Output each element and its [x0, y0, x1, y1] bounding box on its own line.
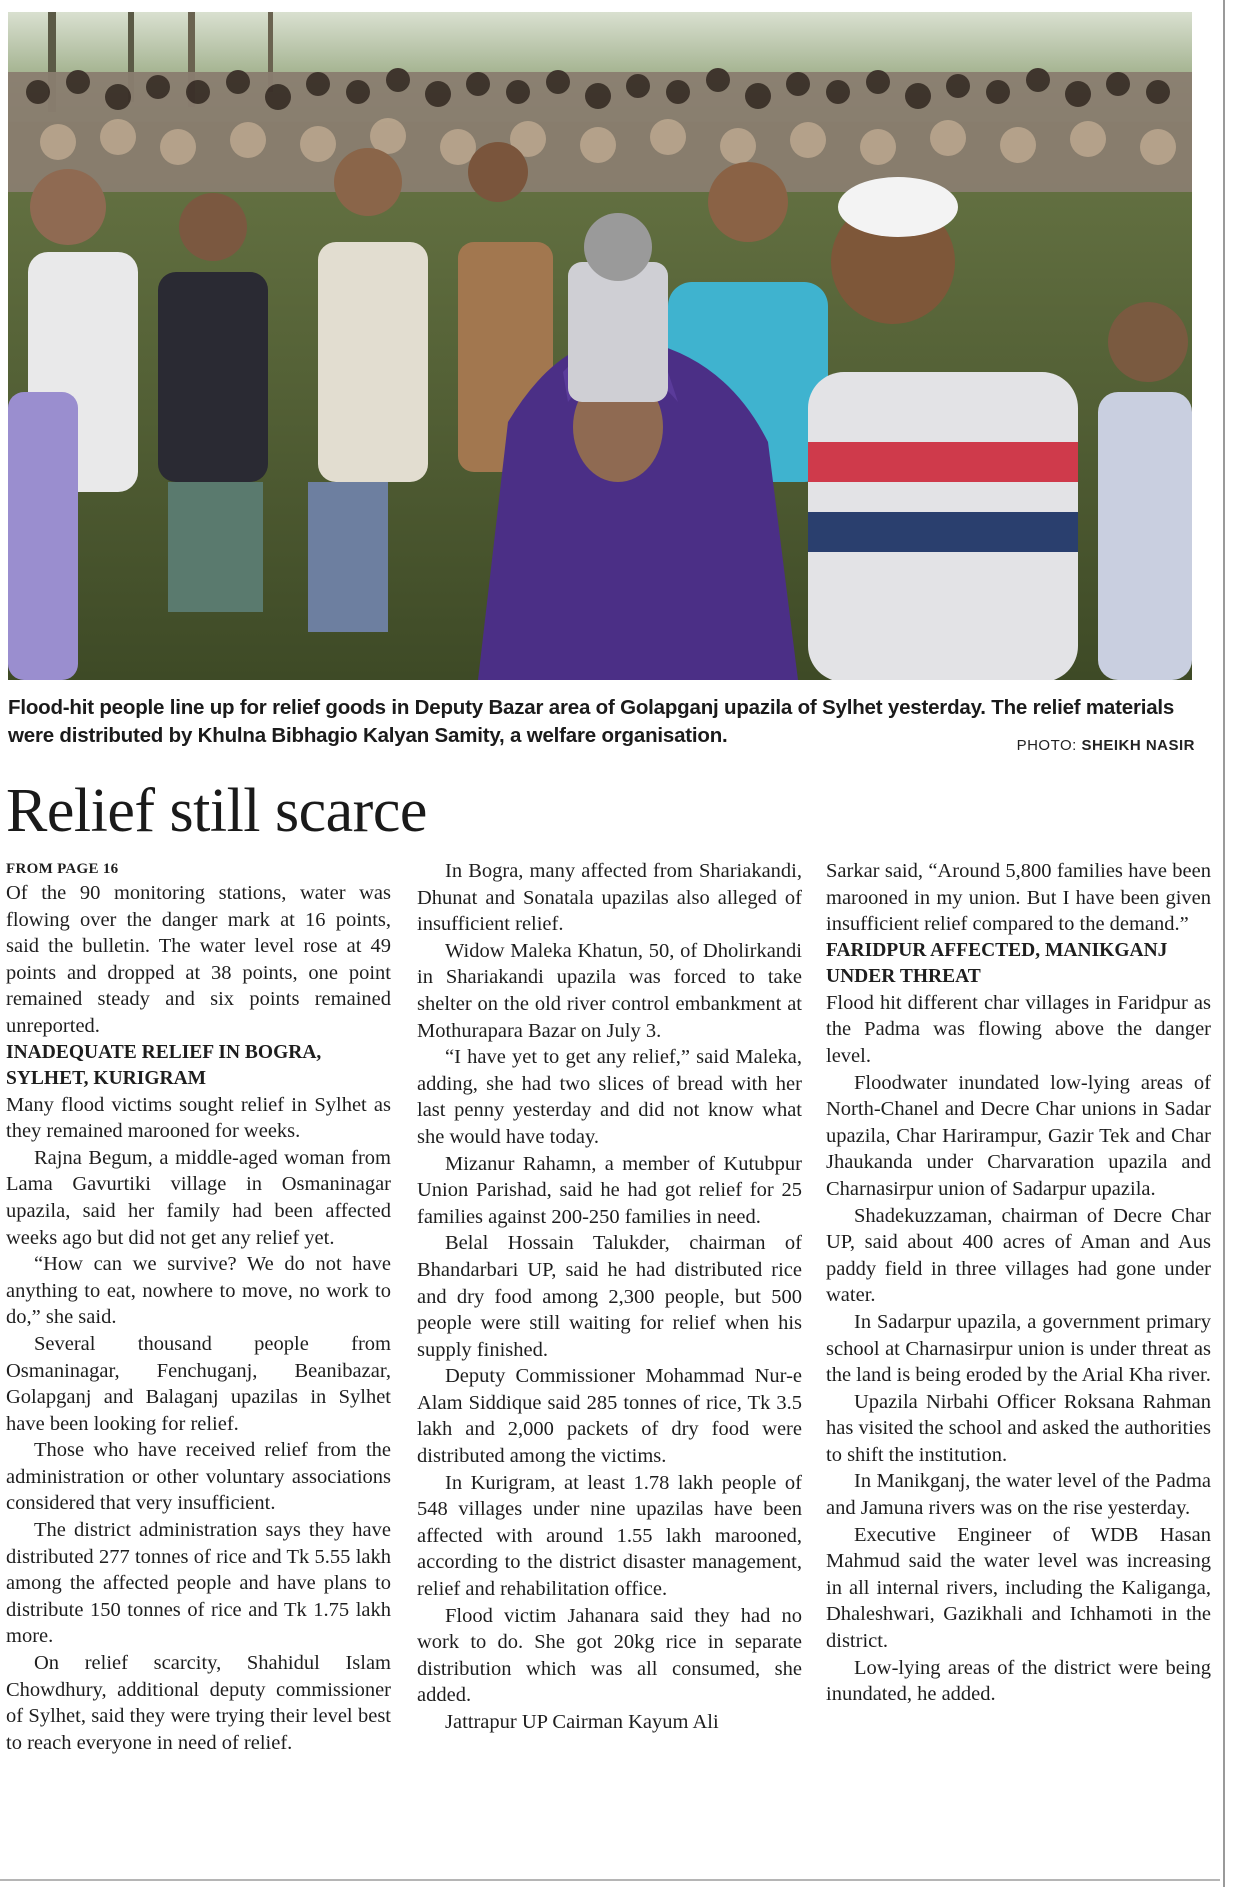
article-paragraph: Shadekuzzaman, chairman of Decre Char UP, said about 400 acres of Aman and Aus paddy field in three villages had gone under water. — [826, 1204, 1211, 1307]
article-paragraph: Jattrapur UP Cairman Kayum Ali — [445, 1711, 719, 1733]
article-column-2 — [417, 858, 802, 1736]
article-paragraph: Rajna Begum, a middle-aged woman from Lama Gavurtiki village in Osmaninagar upazila, said her family had been affected weeks ago but did not get any relief yet. — [6, 1146, 391, 1249]
column-2-body — [417, 858, 802, 1736]
article-paragraph: In Sadarpur upazila, a government primary school at Charnasirpur union is under threat as the land is being eroded by the Arial Kha river. — [826, 1310, 1211, 1387]
article-paragraph: Executive Engineer of WDB Hasan Mahmud said the water level was increasing in all internal rivers, including the Kaliganga, Dhaleshwari, Gazikhali and Ichhamoti in the district. — [826, 1523, 1211, 1653]
article-paragraph: In Kurigram, at least 1.78 lakh people of 548 villages under nine upazilas have been affected with around 1.55 lakh marooned, according to the district disaster management, relief and rehabilitation office. — [417, 1471, 802, 1601]
article-paragraph: Low-lying areas of the district were being inundated, he added. — [826, 1656, 1211, 1706]
section-subhead: FARIDPUR AFFECTED, MANIKGANJ UNDER THREAT — [826, 939, 1168, 987]
article-paragraph: Many flood victims sought relief in Sylhet as they remained marooned for weeks. — [6, 1093, 391, 1143]
photo-credit-label: PHOTO: — [1016, 737, 1077, 754]
article-paragraph: Several thousand people from Osmaninagar, Fenchuganj, Beanibazar, Golapganj and Balaganj upazilas in Sylhet have been looking for relief. — [6, 1332, 391, 1435]
column-1-body — [6, 880, 391, 1756]
article-paragraph: “How can we survive? We do not have anything to eat, nowhere to move, no work to do,” she said. — [6, 1253, 391, 1329]
photo-caption: Flood-hit people line up for relief goods in Deputy Bazar area of Golapganj upazila of Sylhet yesterday. The relief materials were distributed by Khulna Bibhagio Kalyan Samity, a welfare organisation. — [8, 696, 1175, 747]
photo-credit — [1017, 737, 1195, 754]
article-paragraph: In Manikganj, the water level of the Padma and Jamuna rivers was on the rise yesterday. — [826, 1470, 1211, 1520]
article-paragraph: Flood hit different char villages in Faridpur as the Padma was flowing above the danger level. — [826, 991, 1211, 1067]
article-paragraph: Of the 90 monitoring stations, water was flowing over the danger mark at 16 points, said the bulletin. The water level rose at 49 points and dropped at 38 points, one point remained steady and six points remained unreported. — [6, 882, 391, 1037]
photo-credit-name: SHEIKH NASIR — [1081, 737, 1195, 754]
article-paragraph: Widow Maleka Khatun, 50, of Dholirkandi in Shariakandi upazila was forced to take shelter on the old river control embankment at Mothurapara Bazar on July 3. — [417, 939, 802, 1042]
section-subhead: INADEQUATE RELIEF IN BOGRA, SYLHET, KURIGRAM — [6, 1041, 322, 1089]
article-paragraph: The district administration says they have distributed 277 tonnes of rice and Tk 5.55 lakh among the affected people and have plans to distribute 150 tonnes of rice and Tk 1.75 lakh more. — [6, 1519, 391, 1648]
article-paragraph: Sarkar said, “Around 5,800 families have been marooned in my union. But I have been given insufficient relief compared to the demand.” — [826, 860, 1211, 936]
article-paragraph: Upazila Nirbahi Officer Roksana Rahman has visited the school and asked the authorities to shift the institution. — [826, 1390, 1211, 1466]
article-paragraph: Belal Hossain Talukder, chairman of Bhandarbari UP, said he had distributed rice and dry food among 2,300 people, but 500 people were still waiting for relief when his supply finished. — [417, 1232, 802, 1361]
article-paragraph: Flood victim Jahanara said they had no work to do. She got 20kg rice in separate distribution which was all consumed, she added. — [417, 1604, 802, 1707]
crowd-photo-illustration — [8, 12, 1192, 680]
article-paragraph: Those who have received relief from the administration or other voluntary associations considered that very insufficient. — [6, 1439, 391, 1515]
article-paragraph: Mizanur Rahamn, a member of Kutubpur Union Parishad, said he had got relief for 25 families against 200-250 families in need. — [417, 1152, 802, 1228]
column-3-body — [826, 858, 1211, 1708]
page-right-rule — [1223, 0, 1225, 1887]
article-paragraph: In Bogra, many affected from Shariakandi, Dhunat and Sonatala upazilas also alleged of insufficient relief. — [417, 860, 802, 936]
crowd-photo — [8, 12, 1192, 680]
continued-from-label: FROM PAGE 16 — [6, 861, 119, 877]
article-paragraph: Floodwater inundated low-lying areas of North-Chanel and Decre Char unions in Sadar upazila, Char Harirampur, Gazir Tek and Char Jhaukanda under Charvaration upazila and Charnasirpur union of Sadarpur upazila. — [826, 1071, 1211, 1200]
page-bottom-rule — [0, 1879, 1220, 1881]
article-paragraph: “I have yet to get any relief,” said Maleka, adding, she had two slices of bread with her last penny yesterday and did not know what she would have today. — [417, 1046, 802, 1148]
article-paragraph: Deputy Commissioner Mohammad Nur-e Alam Siddique said 285 tonnes of rice, Tk 3.5 lakh and 2,000 packets of dry food were distributed among the victims. — [417, 1365, 802, 1468]
article-paragraph: On relief scarcity, Shahidul Islam Chowdhury, additional deputy commissioner of Sylhet, said they were trying their level best to reach everyone in need of relief. — [6, 1652, 391, 1754]
article-column-1 — [6, 858, 391, 1756]
article-column-3 — [826, 858, 1211, 1708]
article-headline: Relief still scarce — [6, 777, 427, 845]
